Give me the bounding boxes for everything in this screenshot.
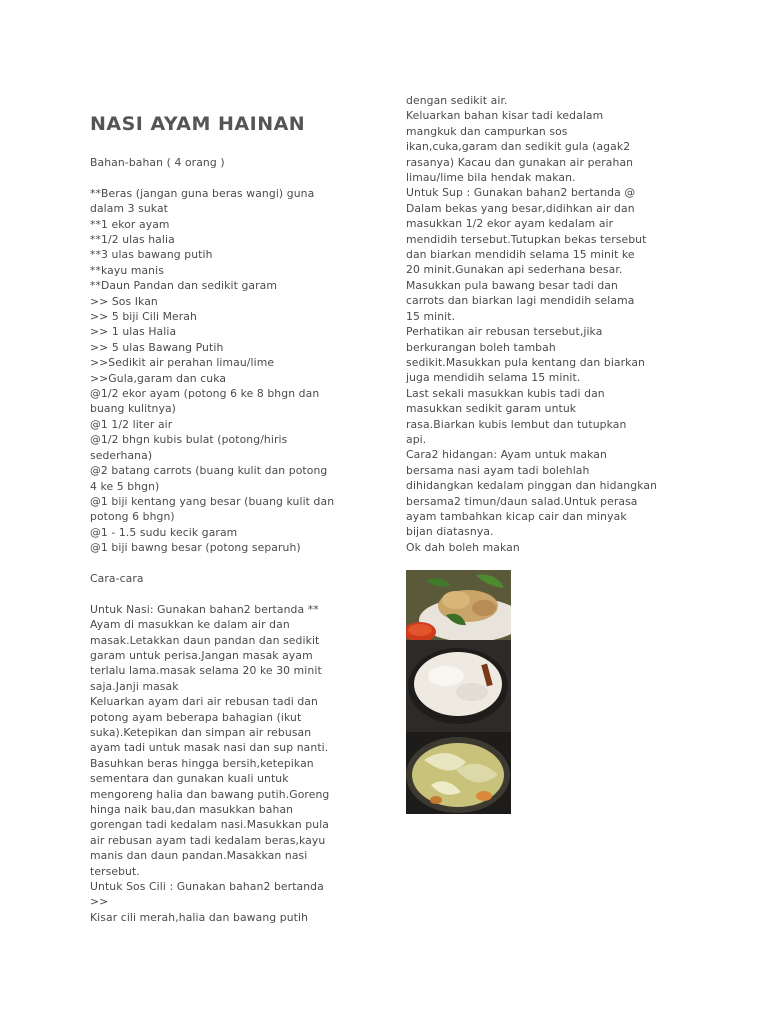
text-line: ikan,cuka,garam dan sedikit gula (agak2	[406, 140, 631, 154]
text-line: **1 ekor ayam	[90, 217, 170, 231]
text-line: berkurangan boleh tambah	[406, 340, 556, 354]
text-line: >>	[90, 895, 109, 909]
text-line: mangkuk dan campurkan sos	[406, 124, 568, 138]
text-line: terlalu lama.masak selama 20 ke 30 minit	[90, 664, 322, 678]
text-line: **1/2 ulas halia	[90, 233, 175, 247]
text-line: sementara dan gunakan kuali untuk	[90, 772, 289, 786]
text-line: Untuk Sup : Gunakan bahan2 bertanda @	[406, 186, 636, 200]
text-line: gorengan tadi kedalam nasi.Masukkan pula	[90, 818, 330, 832]
text-line: **Daun Pandan dan sedikit garam	[90, 279, 277, 293]
text-line: Basuhkan beras hingga bersih,ketepikan	[90, 756, 314, 770]
text-line: **3 ulas bawang putih	[90, 248, 213, 262]
text-line: >> 5 ulas Bawang Putih	[90, 340, 224, 354]
text-line: Keluarkan bahan kisar tadi kedalam	[406, 109, 604, 123]
text-line: Ok dah boleh makan	[406, 540, 520, 554]
text-line: mengoreng halia dan bawang putih.Goreng	[90, 787, 330, 801]
text-line: bersama nasi ayam tadi bolehlah	[406, 463, 590, 477]
text-line: Perhatikan air rebusan tersebut,jika	[406, 325, 603, 339]
text-line: **kayu manis	[90, 263, 164, 277]
text-line: @1/2 ekor ayam (potong 6 ke 8 bhgn dan	[90, 387, 320, 401]
text-line: carrots dan biarkan lagi mendidih selama	[406, 294, 635, 308]
text-line: @1 - 1.5 sudu kecik garam	[90, 525, 238, 539]
text-line: 20 minit.Gunakan api sederhana besar.	[406, 263, 623, 277]
text-line: sedikit.Masukkan pula kentang dan biarkan	[406, 355, 645, 369]
text-line: api.	[406, 432, 427, 446]
text-line: potong 6 bhgn)	[90, 510, 175, 524]
text-line: @1/2 bhgn kubis bulat (potong/hiris	[90, 433, 288, 447]
text-line: Masukkan pula bawang besar tadi dan	[406, 278, 618, 292]
text-line: 15 minit.	[406, 309, 456, 323]
text-line: Bahan-bahan ( 4 orang )	[90, 156, 225, 169]
text-line: **Beras (jangan guna beras wangi) guna	[90, 186, 315, 200]
text-line: buang kulitnya)	[90, 402, 176, 416]
text-line: dengan sedikit air.	[406, 94, 508, 107]
text-line: bersama2 timun/daun salad.Untuk perasa	[406, 494, 638, 508]
left-column	[90, 112, 390, 925]
blank-line	[90, 586, 390, 601]
text-line: rasanya) Kacau dan gunakan air perahan	[406, 155, 634, 169]
text-line: @1 1/2 liter air	[90, 417, 173, 431]
text-line: Cara2 hidangan: Ayam untuk makan	[406, 448, 607, 462]
text-line: Ayam di masukkan ke dalam air dan	[90, 618, 290, 632]
text-line: masukkan sedikit garam untuk	[406, 402, 577, 416]
text-line: bijan diatasnya.	[406, 525, 494, 539]
text-line: masak.Letakkan daun pandan dan sedikit	[90, 633, 320, 647]
text-line: >>Gula,garam dan cuka	[90, 371, 227, 385]
text-line: 4 ke 5 bhgn)	[90, 479, 160, 493]
text-line: >> 1 ulas Halia	[90, 325, 177, 339]
text-line: ayam tadi untuk masak nasi dan sup nanti.	[90, 741, 329, 755]
text-line: potong ayam beberapa bahagian (ikut	[90, 710, 302, 724]
text-line: air rebusan ayam tadi kedalam beras,kayu	[90, 833, 326, 847]
text-line: >> Sos Ikan	[90, 294, 158, 308]
food-photo-image	[406, 570, 511, 814]
text-line: Untuk Sos Cili : Gunakan bahan2 bertanda	[90, 880, 324, 894]
text-line: Untuk Nasi: Gunakan bahan2 bertanda **	[90, 602, 319, 616]
text-line: Dalam bekas yang besar,didihkan air dan	[406, 201, 635, 215]
text-line: >>Sedikit air perahan limau/lime	[90, 356, 275, 370]
blank-line	[90, 170, 390, 185]
food-photo-collage	[406, 570, 511, 814]
text-line: sederhana)	[90, 448, 153, 462]
text-line: masukkan 1/2 ekor ayam kedalam air	[406, 217, 614, 231]
recipe-title: NASI AYAM HAINAN	[90, 113, 306, 135]
text-line: Cara-cara	[90, 571, 144, 585]
text-line: dan biarkan mendidih selama 15 minit ke	[406, 248, 635, 262]
text-line: Kisar cili merah,halia dan bawang putih	[90, 910, 309, 924]
left-text-block	[90, 155, 390, 925]
text-line: limau/lime bila hendak makan.	[406, 171, 576, 185]
right-text-block	[406, 93, 688, 555]
text-line: @1 biji bawng besar (potong separuh)	[90, 541, 301, 555]
text-line: manis dan daun pandan.Masakkan nasi	[90, 849, 308, 863]
text-line: suka).Ketepikan dan simpan air rebusan	[90, 725, 312, 739]
text-line: hinga naik bau,dan masukkan bahan	[90, 803, 294, 817]
text-line: >> 5 biji Cili Merah	[90, 310, 197, 324]
text-line: tersebut.	[90, 864, 140, 878]
text-line: @2 batang carrots (buang kulit dan potong	[90, 464, 328, 478]
text-line: dihidangkan kedalam pinggan dan hidangkan	[406, 479, 658, 493]
text-line: garam untuk perisa.Jangan masak ayam	[90, 648, 313, 662]
text-line: rasa.Biarkan kubis lembut dan tutupkan	[406, 417, 627, 431]
blank-line	[90, 556, 390, 571]
text-line: ayam tambahkan kicap cair dan minyak	[406, 509, 627, 523]
text-line: Last sekali masukkan kubis tadi dan	[406, 386, 605, 400]
text-line: Keluarkan ayam dari air rebusan tadi dan	[90, 695, 318, 709]
text-line: dalam 3 sukat	[90, 202, 169, 216]
right-column	[406, 93, 688, 555]
text-line: saja.Janji masak	[90, 679, 179, 693]
text-line: mendidih tersebut.Tutupkan bekas tersebut	[406, 232, 647, 246]
text-line: juga mendidih selama 15 minit.	[406, 371, 581, 385]
text-line: @1 biji kentang yang besar (buang kulit dan	[90, 494, 335, 508]
